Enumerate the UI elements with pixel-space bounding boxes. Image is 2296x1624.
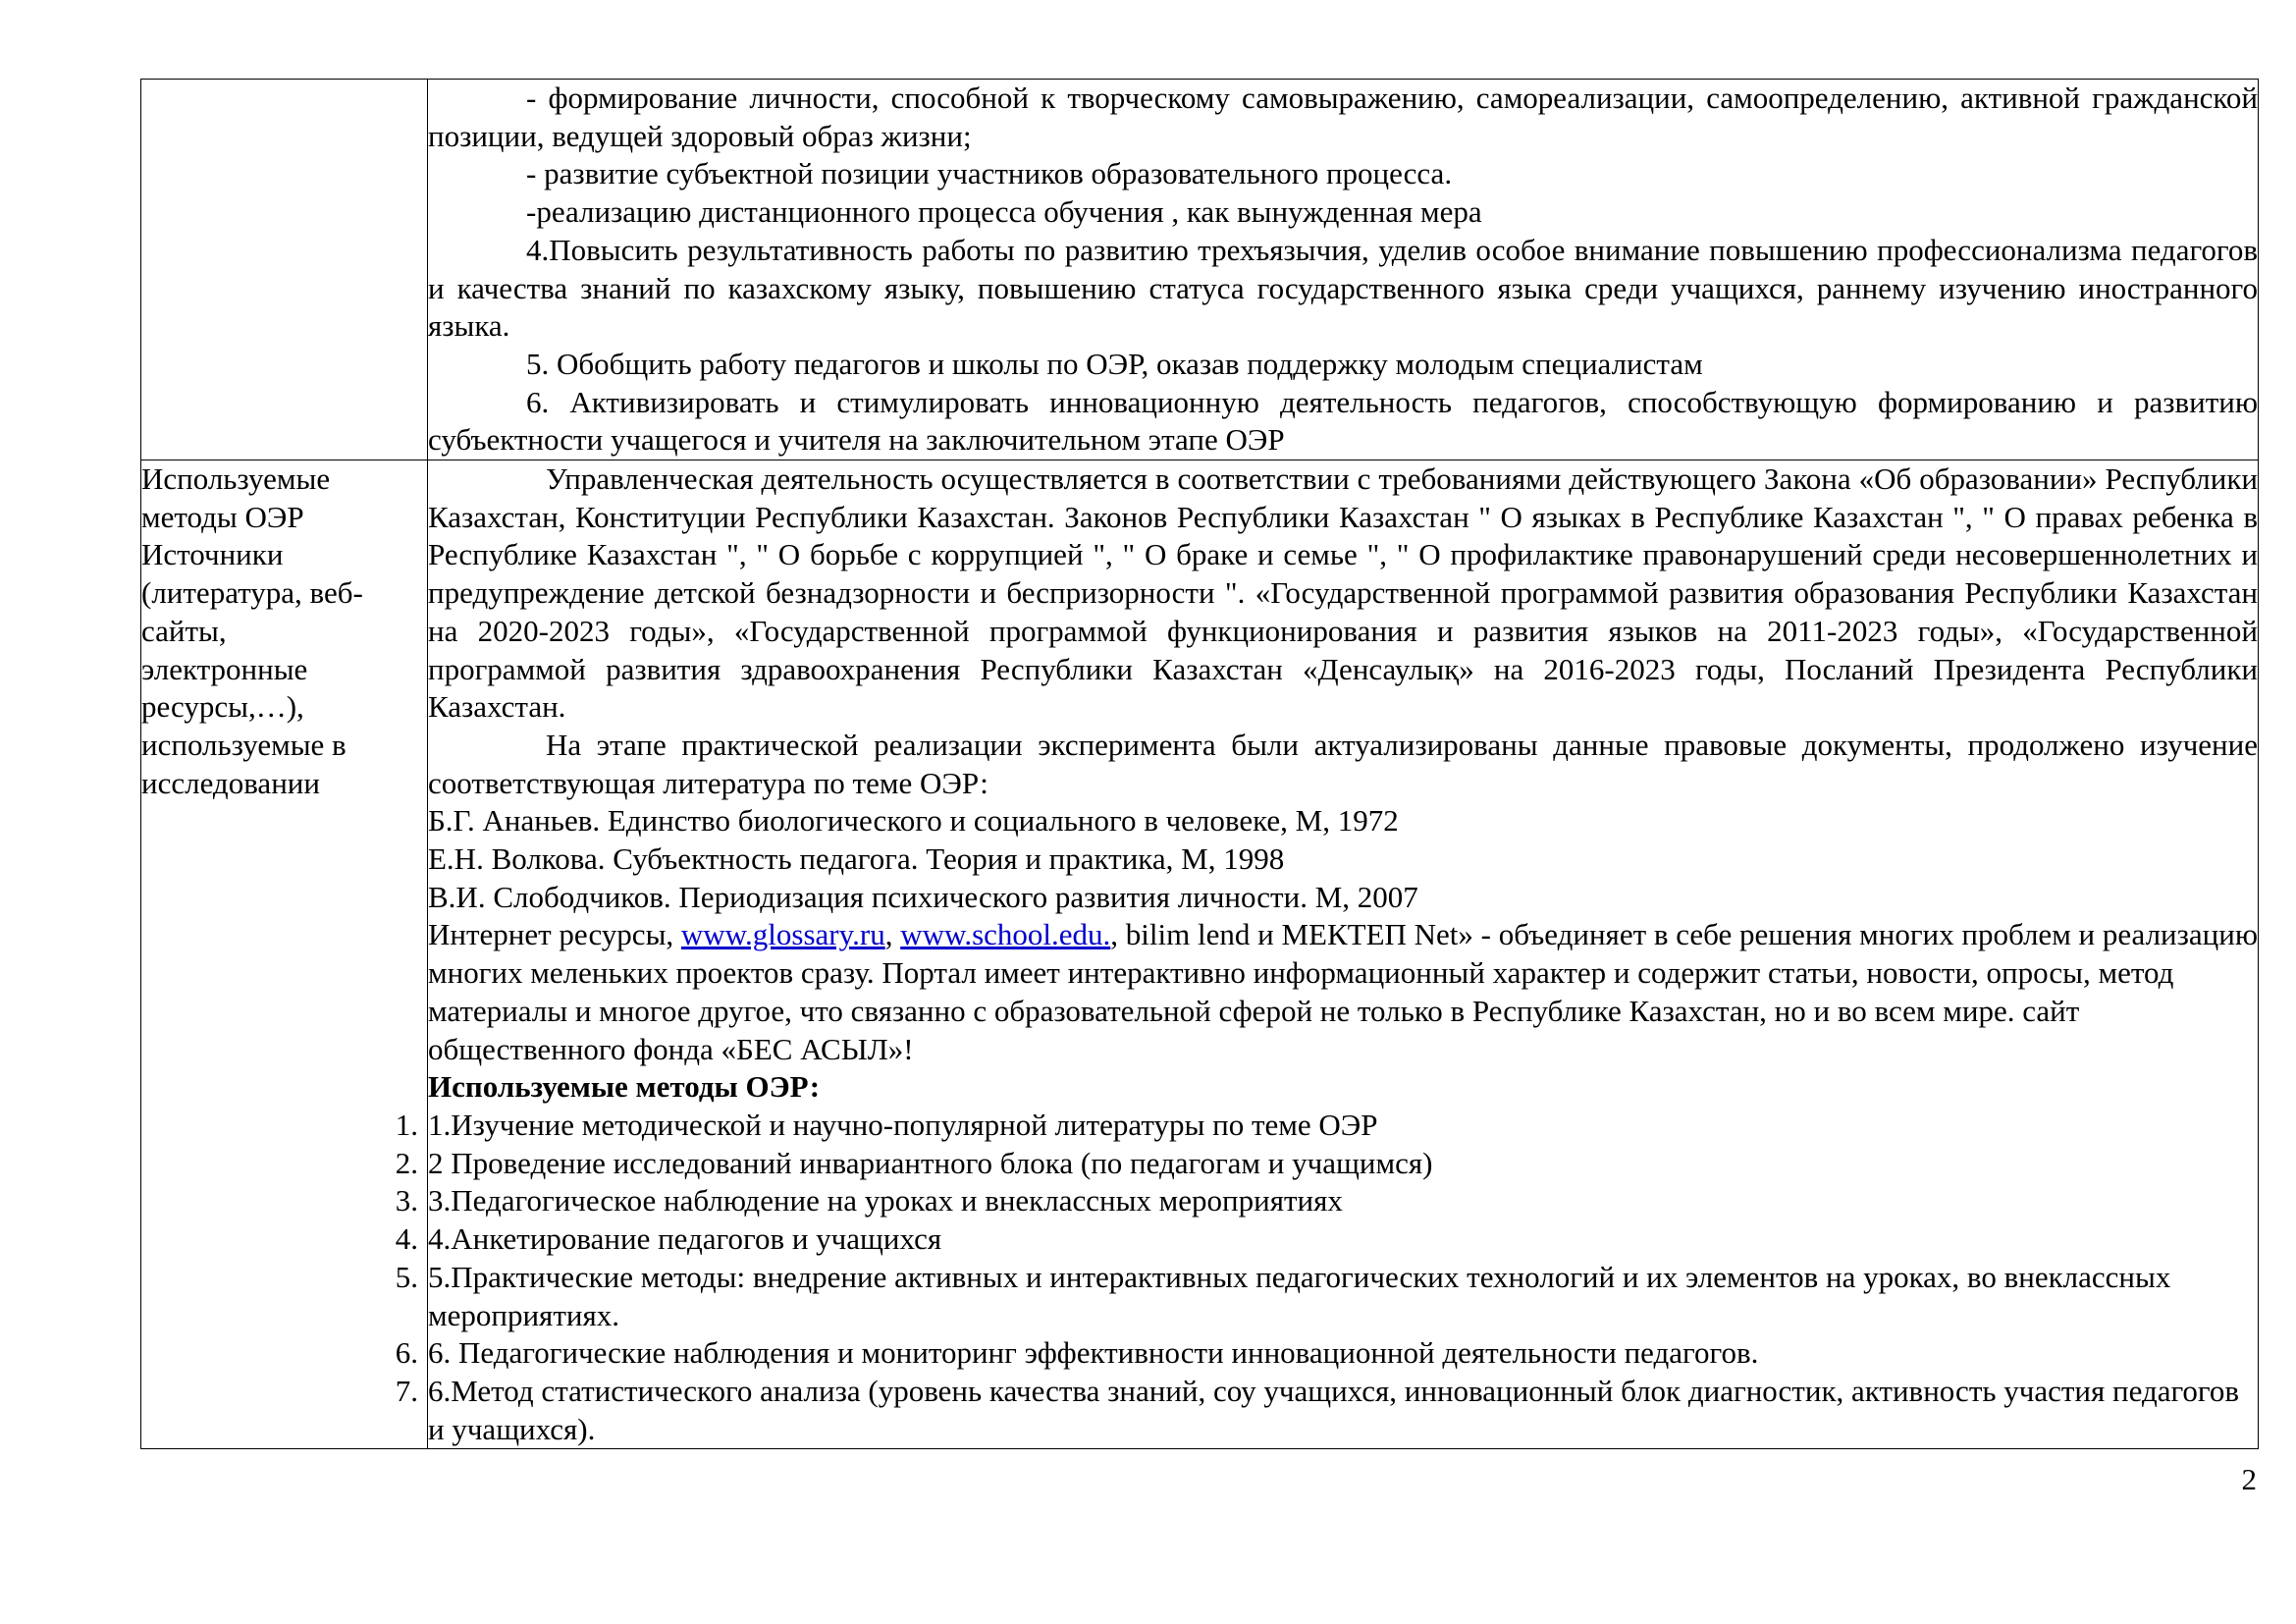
left-header-line: сайты,: [141, 613, 227, 648]
left-header-line: электронные: [141, 651, 308, 686]
left-header-line: исследовании: [141, 765, 320, 800]
left-header-line: ресурсы,…),: [141, 689, 304, 725]
page-number: 2: [2241, 1462, 2257, 1496]
method-number: 7.: [395, 1373, 418, 1408]
row2-right-cell: [395, 460, 2259, 1449]
method-number: 3.: [395, 1183, 418, 1218]
left-header-line: Используемые: [141, 461, 331, 497]
goal-bullet-distance-learning: -реализацию дистанционного процесса обучения , как вынужденная мера: [526, 194, 1482, 230]
row1-right-cell: [428, 80, 2259, 460]
task-item-4: 4.Повысить результативность работы по развитию трехъязычия, уделив особое внимание повышению профессионализма педагогов и качества знаний по казахскому языку, повышению статуса государственного языка среди учащихся, раннему изучению иностранного языка.: [428, 232, 2258, 344]
methods-heading: Используемые методы ОЭР:: [428, 1069, 821, 1105]
method-text: 6.Метод статистического анализа (уровень качества знаний, соу учащихся, инновационный блок диагностик, активность участия педагогов и учащихся).: [428, 1373, 2239, 1446]
table-row: [141, 460, 2259, 1449]
task-item-5: 5. Обобщить работу педагогов и школы по ОЭР, оказав поддержку молодым специалистам: [526, 346, 1703, 381]
method-text: 6. Педагогические наблюдения и мониторинг эффективности инновационной деятельности педагогов.: [428, 1335, 1759, 1371]
goal-bullet-personality: - формирование личности, способной к творческому самовыражению, самореализации, самоопределению, активной гражданской позиции, ведущей здоровый образ жизни;: [428, 81, 2258, 153]
methods-list: [395, 1107, 2258, 1448]
reference-slobodchikov: В.И. Слободчиков. Периодизация психического развития личности. М, 2007: [428, 879, 1418, 914]
row2-left-cell: [141, 460, 428, 1449]
left-header-line: методы ОЭР: [141, 499, 304, 534]
method-number: 1.: [395, 1107, 418, 1142]
list-item: [395, 1145, 2258, 1183]
task-item-6: 6. Активизировать и стимулировать инновационную деятельность педагогов, способствующую формированию и развитию субъектности учащегося и учителя на заключительном этапе ОЭР: [428, 384, 2258, 458]
list-item: [395, 1259, 2258, 1334]
list-item: [395, 1107, 2258, 1145]
left-header-line: (литература, веб-: [141, 575, 363, 611]
method-number: 2.: [395, 1145, 418, 1180]
list-item: [395, 1334, 2258, 1373]
list-item: [395, 1373, 2258, 1448]
school-edu-link[interactable]: www.school.edu.: [900, 917, 1111, 952]
method-number: 5.: [395, 1259, 418, 1294]
reference-volkova: Е.Н. Волкова. Субъектность педагога. Теория и практика, М, 1998: [428, 841, 1285, 877]
internet-resources-text: , bilim lend и МЕКТЕП Net» - объединяет в себе решения многих проблем и реализацию многих меленьких проектов сразу. Портал имеет интерактивно информационный характер и содержит статьи, новости, опросы, метод материалы и многое другое, что связанно с образовательной сферой не только в Республике Казахстан, но и во всем мире. сайт общественного фонда «БЕС АСЫЛ»!: [428, 917, 2258, 1066]
internet-resources-prefix: Интернет ресурсы,: [428, 917, 681, 952]
reference-ananiev: Б.Г. Ананьев. Единство биологического и социального в человеке, М, 1972: [428, 803, 1399, 839]
list-item: [395, 1220, 2258, 1259]
legal-basis-paragraph: Управленческая деятельность осуществляется в соответствии с требованиями действующего Закона «Об образовании» Республики Казахстан, Конституции Республики Казахстан. Законов Республики Казахстан " О языках в Республике Казахстан ", " О правах ребенка в Республике Казахстан ", " О борьбе с коррупцией ", " О браке и семье ", " О профилактике правонарушений среди несовершеннолетних и предупреждение детской безнадзорности и беспризорности ". «Государственной программой развития образования Республики Казахстан на 2020-2023 годы», «Государственной программой функционирования и развития языков на 2011-2023 годы», «Государственной программой развития здравоохранения Республики Казахстан «Денсаулық» на 2016-2023 годы, Посланий Президента Республики Казахстан.: [428, 461, 2258, 725]
practical-stage-paragraph: На этапе практической реализации эксперимента были актуализированы данные правовые документы, продолжено изучение соответствующая литература по теме ОЭР:: [428, 727, 2258, 800]
document-table: [140, 79, 2259, 1449]
method-text: 1.Изучение методической и научно-популярной литературы по теме ОЭР: [428, 1107, 1378, 1142]
goal-bullet-subject-position: - развитие субъектной позиции участников образовательного процесса.: [526, 156, 1453, 191]
link-separator: ,: [884, 917, 901, 952]
method-number: 4.: [395, 1221, 418, 1257]
internet-resources-paragraph: [428, 916, 2258, 1068]
left-header-line: используемые в: [141, 727, 347, 762]
list-item: [395, 1182, 2258, 1220]
left-header-line: Источники: [141, 537, 284, 572]
table-row: [141, 80, 2259, 460]
row1-left-cell: [141, 80, 428, 460]
method-number: 6.: [395, 1335, 418, 1371]
method-text: 4.Анкетирование педагогов и учащихся: [428, 1221, 942, 1257]
method-text: 3.Педагогическое наблюдение на уроках и внеклассных мероприятиях: [428, 1183, 1343, 1218]
method-text: 2 Проведение исследований инвариантного блока (по педагогам и учащимся): [428, 1145, 1433, 1180]
glossary-link[interactable]: www.glossary.ru: [680, 917, 885, 952]
method-text: 5.Практические методы: внедрение активных и интерактивных педагогических технологий и их элементов на уроках, во внеклассных мероприятиях.: [428, 1259, 2171, 1332]
